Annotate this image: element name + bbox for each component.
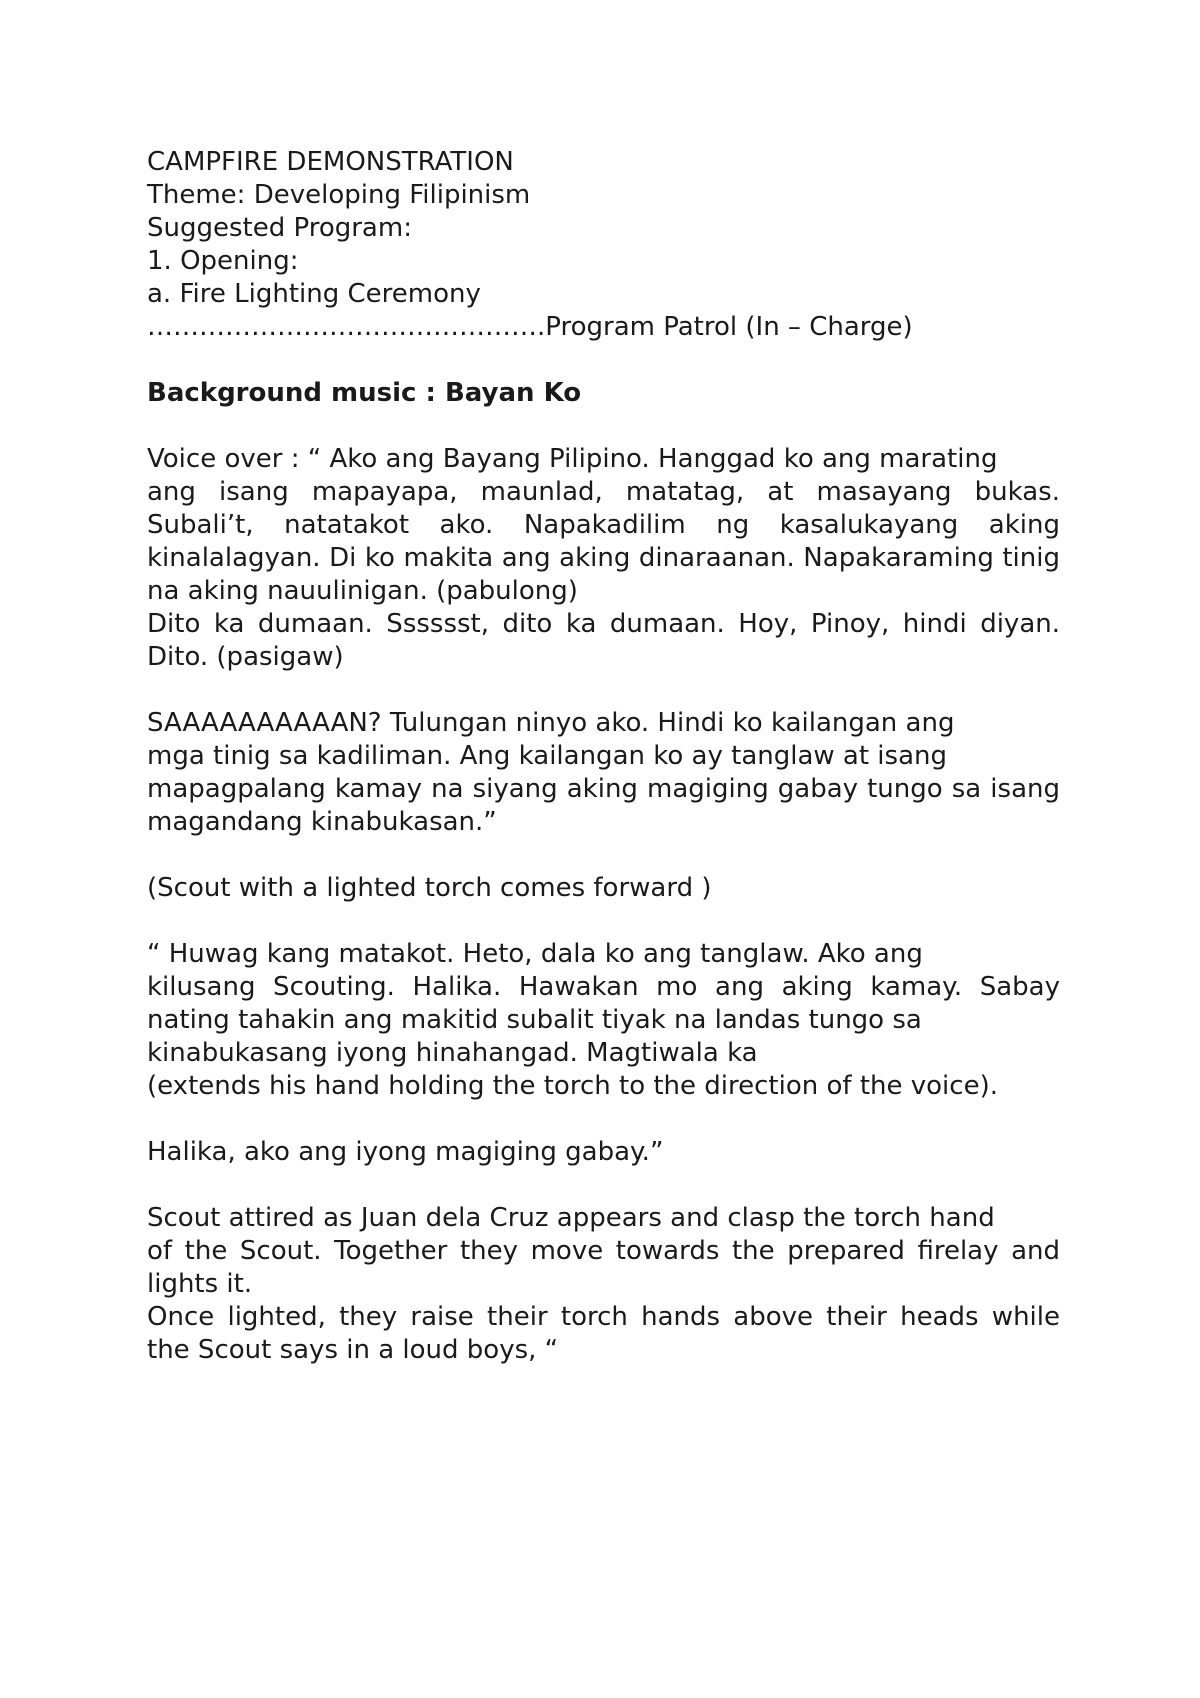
saan-paragraph-rest: mapagpalang kamay na siyang aking magiging gabay tungo sa isang magandang kinabukasan.” <box>147 774 1060 837</box>
theme-line: Theme: Developing Filipinism <box>147 180 531 210</box>
voice-over-paragraph-3: Dito ka dumaan. Sssssst, dito ka dumaan. Hoy, Pinoy, hindi diyan. Dito. (pasigaw) <box>147 609 1060 672</box>
scout-attired-paragraph: Scout attired as Juan dela Cruz appears and clasp the torch hand <box>147 1203 995 1233</box>
blank-line <box>147 1103 1060 1136</box>
of-the-scout-paragraph: of the Scout. Together they move towards the prepared firelay and lights it. <box>147 1236 1060 1299</box>
blank-line <box>147 344 1060 377</box>
huwag-paragraph: kilusang Scouting. Halika. Hawakan mo ang aking kamay. Sabay nating tahakin ang makitid subalit tiyak na landas tungo sa <box>147 972 1060 1035</box>
saan-line-1: SAAAAAAAAAAN? Tulungan ninyo ako. Hindi ko kailangan ang <box>147 708 955 738</box>
blank-line <box>147 905 1060 938</box>
blank-line <box>147 839 1060 872</box>
voice-over-paragraph-1: Voice over : “ Ako ang Bayang Pilipino. Hanggad ko ang marating <box>147 444 998 474</box>
voice-over-paragraph-2: ang isang mapayapa, maunlad, matatag, at masayang bukas. Subali’t, natatakot ako. Napakadilim ng kasalukayang aking kinalalagyan. Di ko makita ang aking dinaraanan. Napakaraming tinig na aking nauulinigan. (pabulong) <box>147 477 1060 606</box>
kinabukasang-line: kinabukasang iyong hinahangad. Magtiwala ka <box>147 1038 758 1068</box>
document-body <box>147 146 1060 1367</box>
blank-line <box>147 1169 1060 1202</box>
background-music-heading: Background music : Bayan Ko <box>147 378 582 408</box>
halika-line: Halika, ako ang iyong magiging gabay.” <box>147 1137 664 1167</box>
stage-direction-extends: (extends his hand holding the torch to the direction of the voice). <box>147 1071 998 1101</box>
blank-line <box>147 410 1060 443</box>
saan-line-2: mga tinig sa kadiliman. Ang kailangan ko ay tanglaw at isang <box>147 741 947 771</box>
fire-lighting-line: a. Fire Lighting Ceremony <box>147 279 481 309</box>
suggested-program-line: Suggested Program: <box>147 213 412 243</box>
once-lighted-paragraph: Once lighted, they raise their torch hands above their heads while the Scout says in a loud boys, “ <box>147 1302 1060 1365</box>
blank-line <box>147 674 1060 707</box>
stage-direction-scout-comes: (Scout with a lighted torch comes forward ) <box>147 873 712 903</box>
opening-line: 1. Opening: <box>147 246 299 276</box>
huwag-line-1: “ Huwag kang matakot. Heto, dala ko ang tanglaw. Ako ang <box>147 939 923 969</box>
program-patrol-line: ……………………………………….Program Patrol (In – Charge) <box>147 312 913 342</box>
document-title: CAMPFIRE DEMONSTRATION <box>147 147 514 177</box>
